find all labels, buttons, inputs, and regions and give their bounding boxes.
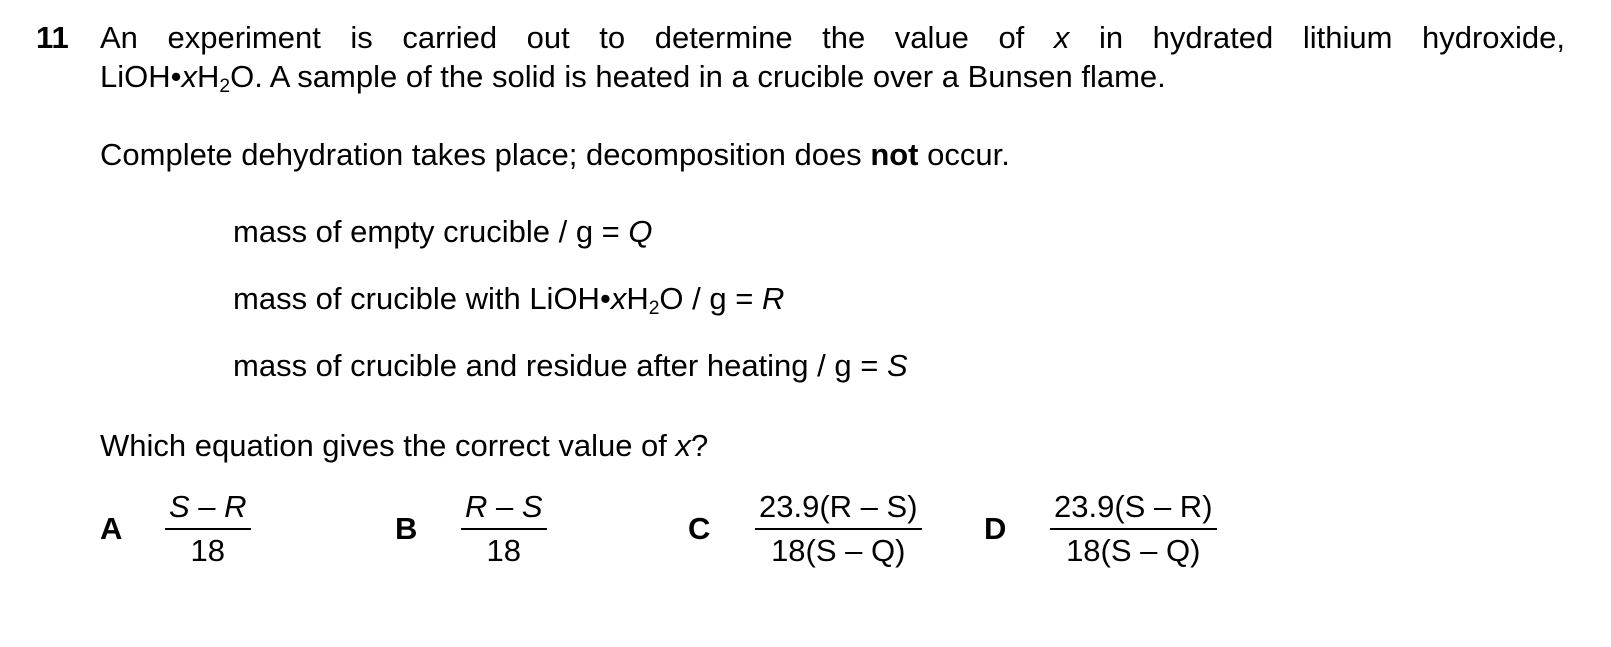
measurement-label: mass of crucible and residue after heating / g =: [233, 348, 879, 383]
option-a-denominator: 18: [190, 533, 225, 568]
option-c-letter[interactable]: C: [688, 511, 711, 546]
formula-o: O: [230, 59, 255, 94]
condition-statement: [100, 137, 1010, 173]
formula-lioh: LiOH•: [100, 59, 182, 94]
option-d-numerator: 23.9(S – R): [1050, 490, 1217, 530]
question-number: 11: [36, 20, 69, 55]
measurement-empty-crucible: [233, 214, 653, 250]
option-a-numerator: S – R: [169, 489, 247, 524]
option-c-fraction[interactable]: [755, 490, 922, 568]
intro-text-start: An experiment is carried out to determine the value of: [100, 20, 1025, 55]
prompt-text: Which equation gives the correct value of: [100, 428, 667, 463]
option-b-denominator: 18: [486, 533, 521, 568]
option-b-fraction[interactable]: [461, 490, 547, 568]
measurement-label-end: O / g =: [659, 281, 754, 316]
measurement-variable: R: [761, 281, 785, 316]
formula-x: x: [181, 59, 197, 94]
option-b-numerator: R – S: [465, 489, 543, 524]
formula-h: H: [196, 59, 220, 94]
option-a-fraction[interactable]: [165, 490, 251, 568]
measurement-label: mass of empty crucible / g =: [233, 214, 620, 249]
option-a-letter[interactable]: A: [100, 511, 123, 546]
formula-subscript-2: 2: [219, 75, 231, 97]
prompt-variable: x: [675, 428, 692, 463]
measurement-label: mass of crucible with LiOH•: [233, 281, 611, 316]
measurement-variable: S: [886, 348, 908, 383]
intro-line2-text: . A sample of the solid is heated in a crucible over a Bunsen flame.: [254, 59, 1166, 94]
condition-emphasis: not: [870, 137, 919, 172]
condition-text-start: Complete dehydration takes place; decomposition does: [100, 137, 862, 172]
measurement-crucible-residue: [233, 348, 908, 384]
measurement-variable: Q: [628, 214, 653, 249]
prompt-end: ?: [691, 428, 709, 463]
question-intro-line2: [100, 59, 1166, 95]
formula-subscript-2: 2: [648, 297, 660, 319]
question-prompt: [100, 428, 708, 464]
condition-text-end: occur.: [927, 137, 1010, 172]
option-d-denominator: 18(S – Q): [1066, 533, 1201, 568]
formula-x: x: [610, 281, 627, 316]
option-c-numerator: 23.9(R – S): [755, 490, 922, 530]
option-d-letter[interactable]: D: [984, 511, 1007, 546]
option-d-fraction[interactable]: [1050, 490, 1217, 568]
intro-variable-x: x: [1053, 20, 1070, 55]
intro-text-end: in hydrated lithium hydroxide,: [1098, 20, 1565, 55]
option-c-denominator: 18(S – Q): [771, 533, 906, 568]
option-b-letter[interactable]: B: [395, 511, 418, 546]
measurement-crucible-with-hydrate: [233, 281, 784, 317]
question-intro-line1: [100, 20, 1565, 56]
formula-h: H: [626, 281, 649, 316]
